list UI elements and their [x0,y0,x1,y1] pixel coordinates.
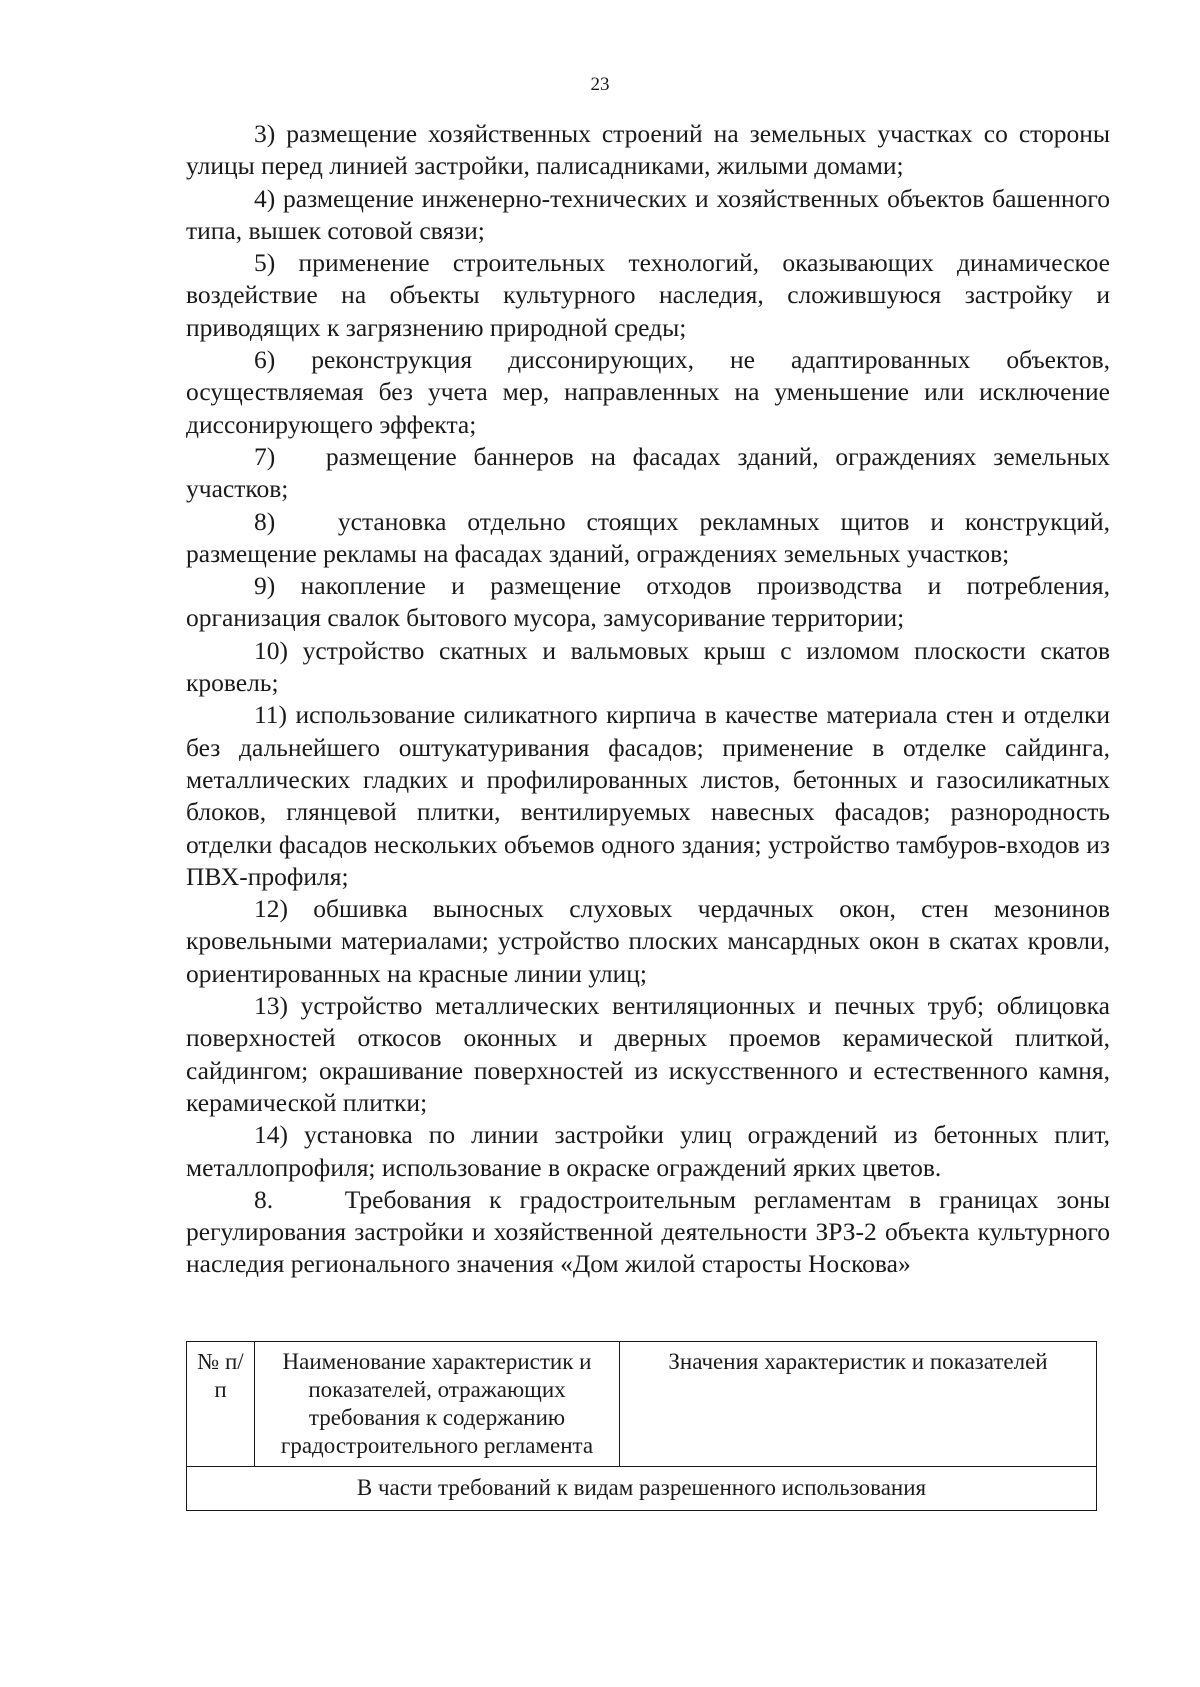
header-characteristic-name: Наименование характеристик и показателей, отражающих требования к содержанию градостроительного регламента [255,1342,620,1467]
paragraph-item-13: 13) устройство металлических вентиляционных и печных труб; облицовка поверхностей откосов оконных и дверных проемов керамической плиткой, сайдингом; окрашивание поверхностей из искусственного и естественного камня, керамической плитки; [186,991,1110,1117]
table-section-row [187,1467,1097,1511]
paragraph-item-12: 12) обшивка выносных слуховых чердачных окон, стен мезонинов кровельными материалами; устройство плоских мансардных окон в скатах кровли, ориентированных на красные линии улиц; [186,894,1110,988]
page-number: 23 [590,74,610,95]
paragraph-item-9: 9) накопление и размещение отходов производства и потребления, организация свалок бытового мусора, замусоривание территории; [186,571,1110,633]
paragraph-item-8: 8) установка отдельно стоящих рекламных щитов и конструкций, размещение рекламы на фасадах зданий, ограждениях земельных участков; [186,506,1117,568]
paragraph-item-6: 6) реконструкция диссонирующих, не адаптированных объектов, осуществляемая без учета мер, направленных на уменьшение или исключение диссонирующего эффекта; [186,345,1110,439]
requirements-table [186,1341,1097,1511]
paragraph-item-10: 10) устройство скатных и вальмовых крыш с изломом плоскости скатов кровель; [186,635,1110,698]
paragraph-item-11: 11) использование силикатного кирпича в качестве материала стен и отделки без дальнейшего оштукатуривания фасадов; применение в отделке сайдинга, металлических гладких и профилированных листов, бетонных и газосиликатных блоков, глянцевой плитки, вентилируемых навесных фасадов; разнородность отделки фасадов нескольких объемов одного здания; устройство тамбуров-входов из ПВХ-профиля; [186,700,1110,891]
paragraph-item-7: 7) размещение баннеров на фасадах зданий, ограждениях земельных участков; [186,441,1117,504]
paragraph-item-14: 14) установка по линии застройки улиц ограждений из бетонных плит, металлопрофиля; использование в окраске ограждений ярких цветов. [186,1120,1110,1182]
section-heading-8: 8. Требования к градостроительным регламентам в границах зоны регулирования застройки и хозяйственной деятельности ЗРЗ-2 объекта культурного наследия регионального значения «Дом жилой старосты Носкова» [186,1184,1117,1279]
paragraph-item-3: 3) размещение хозяйственных строений на земельных участках со стороны улицы перед линией застройки, палисадниками, жилыми домами; [186,119,1110,181]
table-header-row [187,1342,1097,1467]
paragraph-item-5: 5) применение строительных технологий, оказывающих динамическое воздействие на объекты культурного наследия, сложившуюся застройку и приводящих к загрязнению природной среды; [186,248,1110,342]
header-number: № п/п [187,1342,255,1467]
paragraph-item-4: 4) размещение инженерно-технических и хозяйственных объектов башенного типа, вышек сотовой связи; [186,183,1110,245]
document-body [186,118,1117,1281]
header-characteristic-value: Значения характеристик и показателей [620,1342,1097,1467]
section-row-label: В части требований к видам разрешенного использования [187,1467,1097,1511]
